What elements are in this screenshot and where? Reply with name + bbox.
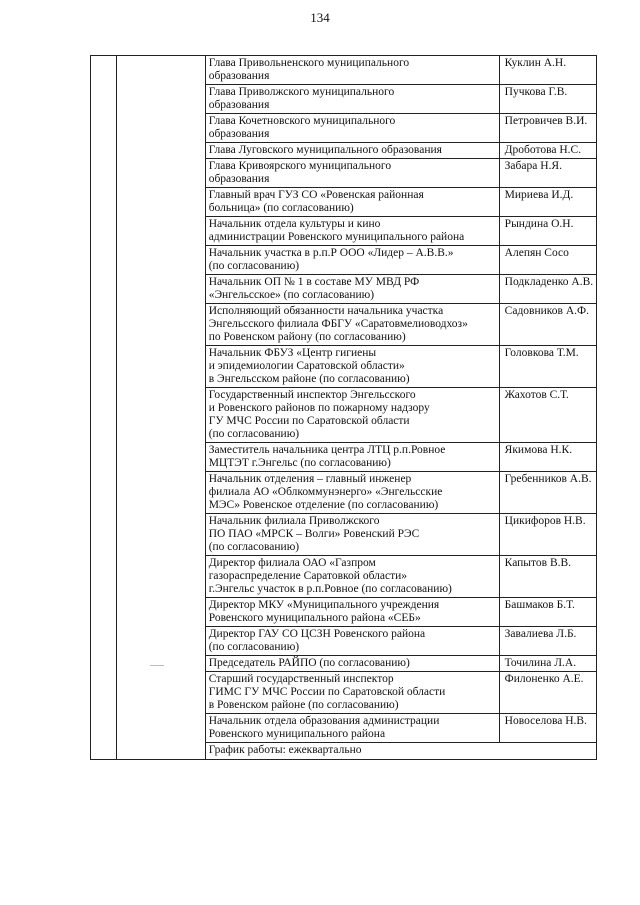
position-cell (205, 714, 499, 743)
position-title: Директор МКУ «Муниципального учреждения Ровенского муниципального района «СЕБ» (208, 599, 440, 624)
person-name: Завалиева Л.Б. (499, 627, 596, 656)
person-name: Куклин А.Н. (499, 56, 596, 85)
position-title: Директор ГАУ СО ЦСЗН Ровенского района (по согласованию) (208, 628, 426, 653)
person-name: Цикифоров Н.В. (499, 514, 596, 556)
position-title: Начальник отдела образования администрации Ровенского муниципального района (208, 715, 440, 740)
person-name: Алепян Сосо (499, 246, 596, 275)
person-name: Филоненко А.Е. (499, 672, 596, 714)
person-name: Новоселова Н.В. (499, 714, 596, 743)
person-name: Садовников А.Ф. (499, 304, 596, 346)
members-table (90, 55, 597, 760)
person-name: Точилина Л.А. (499, 656, 596, 672)
position-title: Глава Кривоярского муниципального образования (208, 160, 392, 185)
position-cell (205, 346, 499, 388)
person-name: Дроботова Н.С. (499, 143, 596, 159)
person-name: Головкова Т.М. (499, 346, 596, 388)
position-cell (205, 556, 499, 598)
position-title: Главный врач ГУЗ СО «Ровенская районная больница» (по согласованию) (208, 189, 424, 214)
position-cell (205, 114, 499, 143)
page-number: 134 (310, 10, 330, 25)
position-cell (205, 388, 499, 443)
members-table-body (91, 56, 597, 760)
person-name: Подкладенко А.В. (499, 275, 596, 304)
position-title: Глава Кочетновского муниципального образования (208, 115, 396, 140)
position-title: Исполняющий обязанности начальника участка Энгельсского филиала ФБГУ «Саратовмелиоводхоз» по Ровенском району (по согласованию) (208, 305, 468, 343)
position-title: Старший государственный инспектор ГИМС ГУ МЧС России по Саратовской области в Ровенском районе (по согласованию) (208, 673, 446, 711)
position-title: Заместитель начальника центра ЛТЦ р.п.Ровное МЦТЭТ г.Энгельс (по согласованию) (208, 444, 446, 469)
position-cell (205, 275, 499, 304)
position-title: Начальник ОП № 1 в составе МУ МВД РФ «Энгельсское» (по согласованию) (208, 276, 420, 301)
person-name: Капытов В.В. (499, 556, 596, 598)
scan-artifact (150, 665, 164, 666)
person-name: Гребенников А.В. (499, 472, 596, 514)
person-name: Рындина О.Н. (499, 217, 596, 246)
table-row (91, 56, 597, 85)
position-cell (205, 56, 499, 85)
person-name: Пучкова Г.В. (499, 85, 596, 114)
position-title: Начальник отдела культуры и кино администрации Ровенского муниципального района (208, 218, 465, 243)
position-cell (205, 188, 499, 217)
position-cell (205, 246, 499, 275)
position-cell (205, 304, 499, 346)
position-title: Глава Приволжского муниципального образования (208, 86, 395, 111)
position-cell (205, 514, 499, 556)
position-title: Начальник участка в р.п.Р ООО «Лидер – А.В.В.» (по согласованию) (208, 247, 454, 272)
person-name: Мириева И.Д. (499, 188, 596, 217)
position-cell (205, 217, 499, 246)
person-name: Якимова Н.К. (499, 443, 596, 472)
person-name: Жахотов С.Т. (499, 388, 596, 443)
position-cell (205, 85, 499, 114)
position-title: Глава Луговского муниципального образования (208, 144, 442, 156)
position-cell (205, 443, 499, 472)
person-name: Петровичев В.И. (499, 114, 596, 143)
index-column-cell (91, 56, 117, 760)
person-name: Башмаков Б.Т. (499, 598, 596, 627)
position-title: Директор филиала ОАО «Газпром газораспределение Саратовкой области» г.Энгельс участок в р.п.Ровное (по согласованию) (208, 557, 452, 595)
schedule-text: График работы: ежеквартально (205, 743, 596, 760)
position-title: Глава Привольненского муниципального образования (208, 57, 410, 82)
position-cell (205, 627, 499, 656)
event-column-cell (116, 56, 205, 760)
position-cell (205, 143, 499, 159)
position-title: Государственный инспектор Энгельсского и Ровенского районов по пожарному надзору ГУ МЧС России по Саратовской области (по согласованию) (208, 389, 430, 440)
person-name: Забара Н.Я. (499, 159, 596, 188)
position-title: Председатель РАЙПО (по согласованию) (208, 657, 410, 669)
position-cell (205, 672, 499, 714)
position-title: Начальник ФБУЗ «Центр гигиены и эпидемиологии Саратовской области» в Энгельсском районе (по согласованию) (208, 347, 410, 385)
position-title: Начальник отделения – главный инженер филиала АО «Облкоммунэнерго» «Энгельсские МЭС» Ровенское отделение (по согласованию) (208, 473, 443, 511)
position-cell (205, 159, 499, 188)
position-cell (205, 656, 499, 672)
position-title: Начальник филиала Приволжского ПО ПАО «МРСК – Волги» Ровенский РЭС (по согласованию) (208, 515, 420, 553)
position-cell (205, 472, 499, 514)
position-cell (205, 598, 499, 627)
